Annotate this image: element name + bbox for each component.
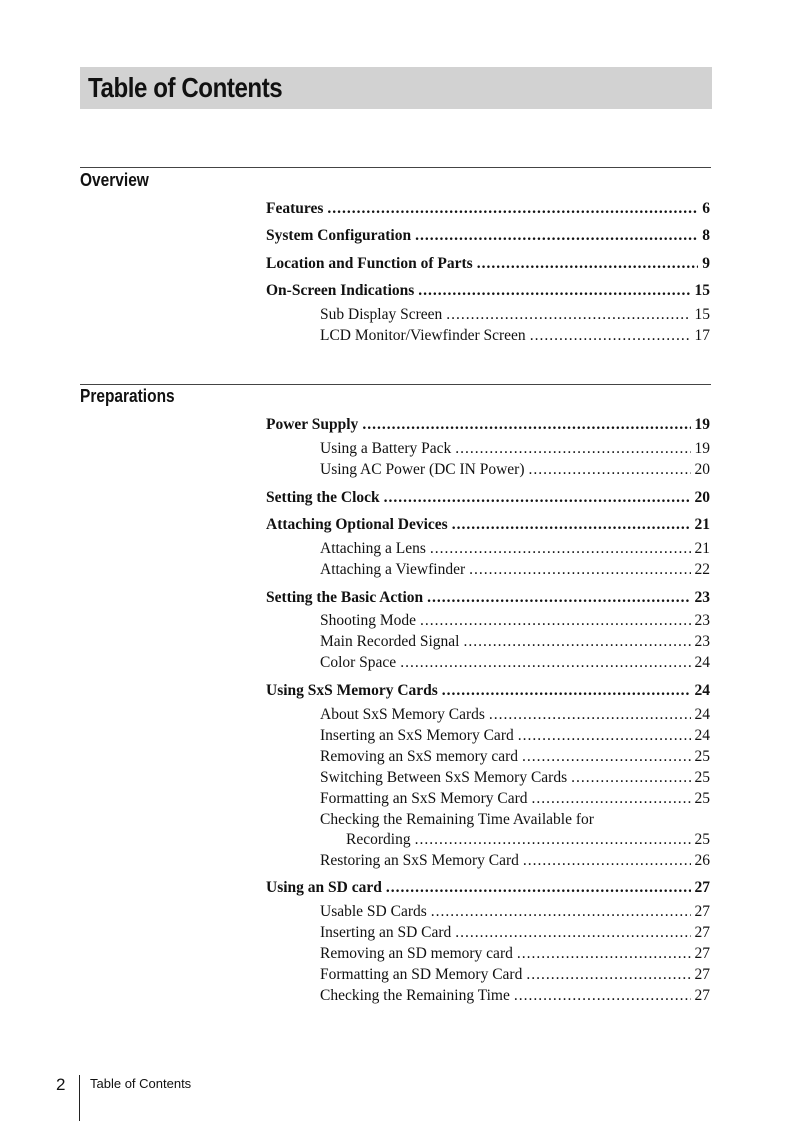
dot-leader (400, 654, 690, 672)
toc-page-number: 9 (702, 255, 710, 272)
dot-leader (463, 633, 690, 651)
dot-leader (530, 327, 691, 345)
toc-subentry[interactable] (320, 461, 710, 479)
toc-page-number: 21 (694, 516, 710, 533)
dot-leader (442, 682, 691, 700)
toc-entry-label: Formatting an SxS Memory Card (320, 790, 528, 807)
dot-leader (415, 227, 698, 245)
toc-entry-label: Using an SD card (266, 879, 382, 896)
toc-entry-label: Checking the Remaining Time (320, 987, 510, 1004)
toc-entry-label: Using AC Power (DC IN Power) (320, 461, 525, 478)
dot-leader (455, 440, 690, 458)
toc-subentry[interactable] (320, 903, 710, 921)
dot-leader (427, 589, 690, 607)
toc-page-number: 24 (694, 706, 710, 723)
dot-leader (362, 416, 690, 434)
toc-entry-label: Restoring an SxS Memory Card (320, 852, 519, 869)
toc-entry-label: Attaching Optional Devices (266, 516, 448, 533)
toc-page-number: 19 (694, 416, 710, 433)
toc-entry-label: Color Space (320, 654, 397, 671)
toc-page-number: 25 (694, 831, 710, 848)
toc-entry[interactable] (266, 255, 710, 273)
toc-page-number: 27 (694, 924, 710, 941)
toc-page-number: 15 (694, 306, 710, 323)
title-bar (80, 67, 712, 109)
toc-entry[interactable] (266, 282, 710, 300)
dot-leader (514, 987, 691, 1005)
toc-page-number: 27 (694, 945, 710, 962)
toc-subentry[interactable] (320, 540, 710, 558)
toc-subentry[interactable] (320, 561, 710, 579)
toc-page-number: 15 (694, 282, 710, 299)
toc-subentry[interactable] (320, 612, 710, 630)
toc-entry-label: On-Screen Indications (266, 282, 415, 299)
toc-entry-label: Shooting Mode (320, 612, 417, 629)
dot-leader (418, 282, 690, 300)
toc-page-number: 25 (694, 790, 710, 807)
toc-page-number: 23 (694, 633, 710, 650)
dot-leader (489, 706, 691, 724)
dot-leader (522, 748, 690, 766)
toc-entry-label: Recording (346, 831, 411, 848)
toc-entry-label: LCD Monitor/Viewfinder Screen (320, 327, 526, 344)
toc-subentry[interactable] (320, 440, 710, 458)
toc-entry[interactable] (266, 589, 710, 607)
footer-divider (79, 1075, 80, 1121)
toc-subentry[interactable] (320, 790, 710, 808)
toc-page-number: 22 (694, 561, 710, 578)
toc-page-number: 20 (694, 489, 710, 506)
toc-subentry[interactable] (346, 831, 710, 849)
dot-leader (452, 516, 691, 534)
toc-subentry[interactable] (320, 633, 710, 651)
dot-leader (384, 489, 691, 507)
toc-entry[interactable] (266, 682, 710, 700)
toc-entry-label: Setting the Clock (266, 489, 380, 506)
page-title: Table of Contents (88, 72, 283, 103)
toc-entry-label: Removing an SD memory card (320, 945, 513, 962)
footer-label: Table of Contents (90, 1076, 192, 1091)
toc-entry-label: Power Supply (266, 416, 359, 433)
toc-page-number: 20 (694, 461, 710, 478)
toc-page-number: 23 (694, 612, 710, 629)
toc-subentry[interactable] (320, 306, 710, 324)
toc-entry-label: Setting the Basic Action (266, 589, 424, 606)
dot-leader (469, 561, 690, 579)
toc-entry-label: Inserting an SD Card (320, 924, 452, 941)
toc-entry-label: Features (266, 200, 324, 217)
dot-leader (431, 903, 691, 921)
toc-entry-label: Main Recorded Signal (320, 633, 460, 650)
toc-page-number: 27 (694, 966, 710, 983)
toc-entry-label: Switching Between SxS Memory Cards (320, 769, 568, 786)
toc-entry[interactable] (266, 200, 710, 218)
toc-entry-label: Attaching a Viewfinder (320, 561, 466, 578)
toc-subentry[interactable] (320, 852, 710, 870)
dot-leader (529, 461, 691, 479)
toc-entry-label: Removing an SxS memory card (320, 748, 519, 765)
toc-entry-label: Inserting an SxS Memory Card (320, 727, 514, 744)
dot-leader (430, 540, 691, 558)
dot-leader (415, 831, 691, 849)
toc-subentry[interactable] (320, 966, 710, 984)
section-title: Overview (80, 170, 149, 190)
toc-entry-label: Formatting an SD Memory Card (320, 966, 523, 983)
dot-leader (386, 879, 691, 897)
toc-entry-label: Sub Display Screen (320, 306, 443, 323)
dot-leader (420, 612, 690, 630)
toc-entry[interactable] (266, 516, 710, 534)
toc-entry[interactable] (266, 489, 710, 507)
toc-page-number: 6 (702, 200, 710, 217)
toc-entry-label: Using a Battery Pack (320, 440, 452, 457)
toc-entry[interactable] (266, 416, 710, 434)
toc-entry-label: Attaching a Lens (320, 540, 426, 557)
toc-entry-label: Usable SD Cards (320, 903, 427, 920)
dot-leader (518, 727, 691, 745)
toc-page-number: 17 (694, 327, 710, 344)
toc-subentry[interactable] (320, 769, 710, 787)
toc-entry-label: System Configuration (266, 227, 412, 244)
toc-subentry[interactable] (320, 327, 710, 345)
toc-page-number: 23 (694, 589, 710, 606)
footer-page-number: 2 (56, 1075, 66, 1094)
toc-entry-label: About SxS Memory Cards (320, 706, 485, 723)
toc-entry-label: Using SxS Memory Cards (266, 682, 438, 699)
toc-page-number: 24 (694, 682, 710, 699)
section-title: Preparations (80, 386, 175, 406)
dot-leader (446, 306, 690, 324)
toc-page-number: 24 (694, 727, 710, 744)
dot-leader (523, 852, 691, 870)
toc-page-number: 27 (694, 879, 710, 896)
toc-page-number: 19 (694, 440, 710, 457)
toc-page-number: 26 (694, 852, 710, 869)
toc-subentry[interactable] (320, 706, 710, 724)
toc-entry[interactable] (266, 879, 710, 897)
toc-page-number: 8 (702, 227, 710, 244)
dot-leader (327, 200, 698, 218)
section-rule (80, 384, 711, 385)
toc-page-number: 27 (694, 987, 710, 1004)
dot-leader (532, 790, 691, 808)
toc-page-number: 24 (694, 654, 710, 671)
toc-page-number: 27 (694, 903, 710, 920)
toc-subentry[interactable] (320, 924, 710, 942)
toc-subentry[interactable] (320, 987, 710, 1005)
toc-subentry[interactable] (320, 727, 710, 745)
dot-leader (517, 945, 691, 963)
toc-page-number: 25 (694, 769, 710, 786)
toc-page-number: 25 (694, 748, 710, 765)
dot-leader (477, 255, 699, 273)
dot-leader (571, 769, 690, 787)
toc-subentry[interactable] (320, 748, 710, 766)
dot-leader (526, 966, 690, 984)
toc-entry[interactable] (266, 227, 710, 245)
toc-subentry[interactable] (320, 654, 710, 672)
toc-subentry-label[interactable]: Checking the Remaining Time Available for (320, 811, 594, 828)
toc-subentry[interactable] (320, 945, 710, 963)
toc-page-number: 21 (694, 540, 710, 557)
dot-leader (455, 924, 690, 942)
toc-entry-label: Location and Function of Parts (266, 255, 473, 272)
section-rule (80, 167, 711, 168)
